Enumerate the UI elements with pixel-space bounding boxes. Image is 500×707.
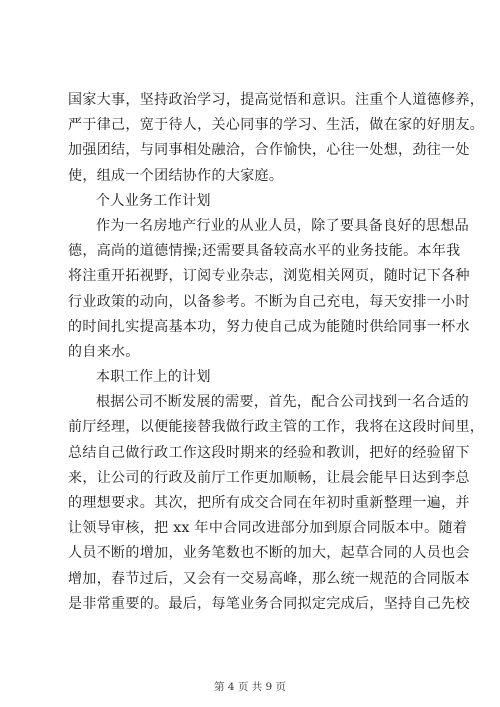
text-line: 根据公司不断发展的需要，首先，配合公司找到一名合适的 xyxy=(96,394,470,411)
text-line: 来，让公司的行政及前厅工作更加顺畅，让晨会能早日达到李总 xyxy=(68,469,470,486)
text-line: 人员不断的增加，业务笔数也不断的加大，起草合同的人员也会 xyxy=(68,545,470,562)
text-line: 严于律己，宽于待人，关心同事的学习、生活，做在家的好朋友。 xyxy=(68,117,485,134)
text-line: 前厅经理，以便能接替我做行政主管的工作，我将在这段时间里， xyxy=(68,419,485,436)
document-body xyxy=(68,88,485,617)
text-line: 使，组成一个团结协作的大家庭。 xyxy=(68,167,284,184)
text-line: 让领导审核，把 xx 年中合同改进部分加到原合同版本中。随着 xyxy=(68,520,468,537)
text-line: 作为一名房地产行业的从业人员，除了要具备良好的思想品 xyxy=(96,217,470,234)
text-line: 国家大事，坚持政治学习，提高觉悟和意识。注重个人道德修养， xyxy=(68,92,485,108)
section-heading: 本职工作上的计划 xyxy=(96,369,211,386)
text-line: 德，高尚的道德情操;还需要具备较高水平的业务技能。本年我 xyxy=(68,243,461,260)
text-line: 的自来水。 xyxy=(68,343,140,360)
text-line: 的理想要求。其次，把所有成交合同在年初时重新整理一遍，并 xyxy=(68,495,470,511)
text-line: 总结自己做行政工作这段时期来的经验和教训，把好的经验留下 xyxy=(68,444,470,461)
text-line: 加强团结，与同事相处融洽，合作愉快，心往一处想，劲往一处 xyxy=(68,142,470,159)
text-line: 增加，春节过后，又会有一交易高峰，那么统一规范的合同版本 xyxy=(68,570,470,587)
section-heading: 个人业务工作计划 xyxy=(96,192,211,209)
text-line: 的时间扎实提高基本功，努力使自己成为能随时供给同事一杯水 xyxy=(68,318,470,335)
text-line: 将注重开拓视野，订阅专业杂志，浏览相关网页，随时记下各种 xyxy=(68,268,470,285)
text-line: 行业政策的动向，以备参考。不断为自己充电，每天安排一小时 xyxy=(68,293,470,310)
page-number-footer: 第 4 页 共 9 页 xyxy=(213,681,287,693)
text-line: 是非常重要的。最后，每笔业务合同拟定完成后，坚持自己先校 xyxy=(68,595,470,612)
